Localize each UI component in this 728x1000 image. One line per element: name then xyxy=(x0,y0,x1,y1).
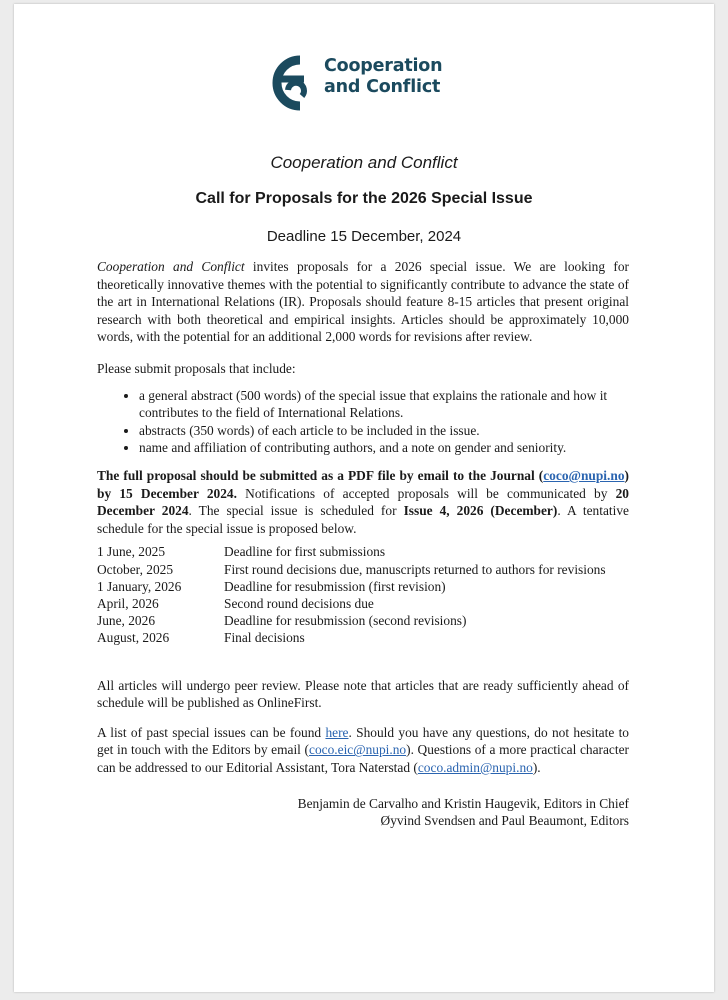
editors-email-link[interactable]: coco.eic@nupi.no xyxy=(309,742,407,758)
submission-paragraph xyxy=(97,467,629,537)
journal-title: Cooperation and Conflict xyxy=(270,153,458,172)
submission-text-3: . A tentative schedule for the special issue is proposed below. xyxy=(97,503,629,536)
table-row xyxy=(97,578,614,595)
signature-block xyxy=(97,795,629,830)
requirements-list xyxy=(97,387,629,457)
table-row xyxy=(97,629,614,646)
document-body xyxy=(97,258,629,830)
signature-editors: Øyvind Svendsen and Paul Beaumont, Editors xyxy=(380,813,629,829)
intro-journal-name: Cooperation and Conflict xyxy=(97,259,245,274)
contact-text-4: ). xyxy=(532,759,541,775)
contact-text-3: ). Questions of a more practical character can be addressed to our Editorial Assistant, Tora Naterstad ( xyxy=(97,742,629,775)
logo-text xyxy=(324,56,442,98)
issue-date: Issue 4, 2026 (December) xyxy=(403,503,558,519)
logo-line-1: Cooperation xyxy=(324,56,443,76)
contact-text-2: . Should you have any questions, do not hesitate to get in touch with the Editors by email ( xyxy=(97,724,629,758)
submission-text-1: Notifications of accepted proposals will be communicated by xyxy=(236,485,616,501)
logo-line-2: and Conflict xyxy=(324,77,441,97)
schedule-event: First round decisions due, manuscripts returned to authors for revisions xyxy=(224,561,606,577)
schedule-table xyxy=(97,543,614,646)
list-item: • abstracts (350 words) of each article to be included in the issue. xyxy=(139,422,629,440)
notification-date: 20 December 2024 xyxy=(97,485,629,519)
table-row xyxy=(97,543,614,560)
page-heading: Call for Proposals for the 2026 Special Issue xyxy=(195,190,533,207)
list-item: • name and affiliation of contributing authors, and a note on gender and seniority. xyxy=(139,439,629,457)
submission-bold-2: ) by 15 December 2024. xyxy=(97,467,629,501)
table-row xyxy=(97,561,614,578)
cc-logo-icon xyxy=(264,52,316,114)
contact-paragraph xyxy=(97,724,629,777)
schedule-date: June, 2026 xyxy=(97,613,156,629)
journal-email-link[interactable]: coco@nupi.no xyxy=(543,467,625,483)
submission-bold-1: The full proposal should be submitted as a PDF file by email to the Journal ( xyxy=(97,467,544,483)
schedule-event: Deadline for resubmission (second revisions) xyxy=(224,613,467,629)
schedule-date: April, 2026 xyxy=(97,595,159,611)
past-issues-link[interactable]: here xyxy=(325,724,349,740)
document-page xyxy=(14,4,714,992)
schedule-event: Final decisions xyxy=(224,630,305,646)
signature-editors-in-chief: Benjamin de Carvalho and Kristin Haugevik, Editors in Chief xyxy=(297,795,629,811)
table-row xyxy=(97,595,614,612)
please-submit-text: Please submit proposals that include: xyxy=(97,360,296,376)
assistant-email-link[interactable]: coco.admin@nupi.no xyxy=(417,759,533,775)
schedule-event: Deadline for resubmission (first revision) xyxy=(224,578,446,594)
table-row xyxy=(97,612,614,629)
schedule-event: Deadline for first submissions xyxy=(224,544,386,560)
intro-text: invites proposals for a 2026 special issue. We are looking for theoretically innovative themes with the potential to significantly contribute to advance the state of the art in International Relations (IR). Proposals should feature 8-15 articles that present original research with both theoretical and empirical insights. Articles should be approximately 10,000 words, with the potential for an additional 2,000 words for revisions after review. xyxy=(97,259,629,345)
intro-paragraph xyxy=(97,258,629,346)
schedule-date: 1 January, 2026 xyxy=(97,578,182,594)
submission-text-2: . The special issue is scheduled for xyxy=(188,503,404,519)
schedule-date: August, 2026 xyxy=(97,630,170,646)
schedule-date: October, 2025 xyxy=(97,561,174,577)
contact-text-1: A list of past special issues can be found xyxy=(97,724,326,740)
journal-logo xyxy=(264,52,474,122)
peer-review-paragraph: All articles will undergo peer review. Please note that articles that are ready sufficiently ahead of schedule will be published as OnlineFirst. xyxy=(97,677,629,711)
deadline-line: Deadline 15 December, 2024 xyxy=(266,228,462,245)
schedule-event: Second round decisions due xyxy=(224,595,374,611)
schedule-date: 1 June, 2025 xyxy=(97,544,166,560)
list-item: • a general abstract (500 words) of the special issue that explains the rationale and how it contributes to the field of International Relations. xyxy=(139,387,629,422)
